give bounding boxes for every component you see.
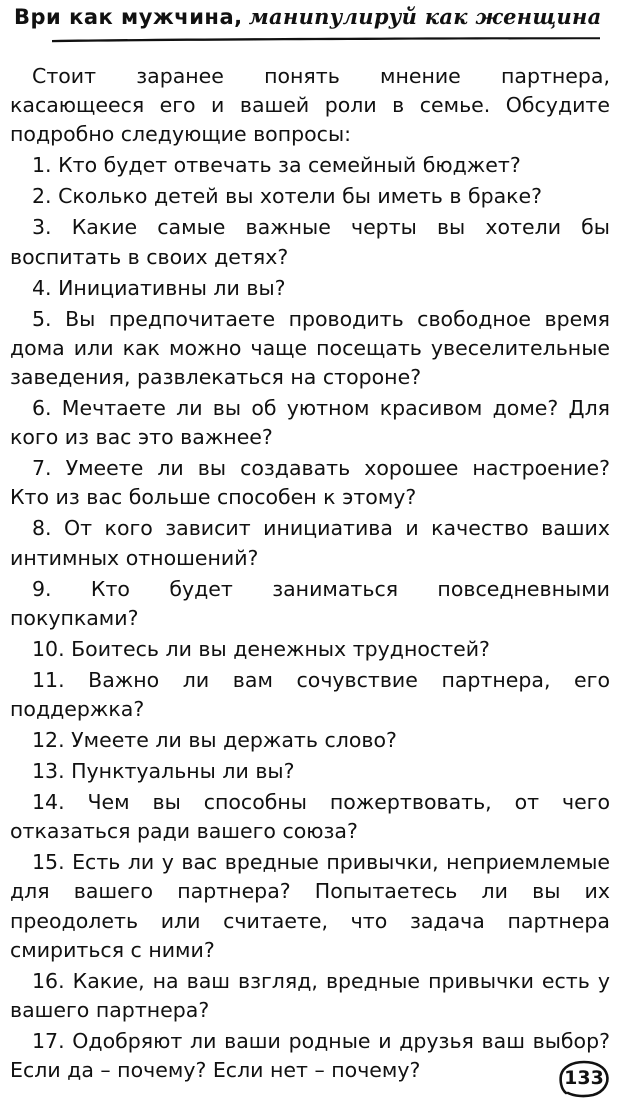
question-9: 9. Кто будет заниматься повседневными покупками? xyxy=(10,576,610,630)
question-14: 14. Чем вы способны пожертвовать, от чего отказаться ради вашего союза? xyxy=(10,790,610,844)
question-8: 8. От кого зависит инициатива и качество ваших интимных отношений? xyxy=(10,516,610,570)
intro-paragraph: Стоит заранее понять мнение партнера, касающееся его и вашей роли в семье. Обсудите подробно следующие вопросы: xyxy=(10,64,610,147)
question-16: 16. Какие, на ваш взгляд, вредные привычки есть у вашего партнера? xyxy=(10,968,610,1023)
question-6: 6. Мечтаете ли вы об уютном красивом доме? Для кого из вас это важнее? xyxy=(10,396,610,450)
title-separator: , xyxy=(234,5,243,29)
question-1: 1. Кто будет отвечать за семейный бюджет? xyxy=(32,153,521,178)
question-12: 12. Умеете ли вы держать слово? xyxy=(32,728,397,753)
book-title-part-2: манипулируй как женщина xyxy=(248,4,602,29)
question-17: 17. Одобряют ли ваши родные и друзья ваш выбор? Если да – почему? Если нет – почему? xyxy=(10,1029,610,1083)
book-title-part-1: Ври как мужчина xyxy=(14,5,235,29)
question-10: 10. Боитесь ли вы денежных трудностей? xyxy=(32,636,490,661)
question-4: 4. Инициативны ли вы? xyxy=(32,275,286,300)
header-rule xyxy=(50,34,602,44)
question-15: 15. Есть ли у вас вредные привычки, неприемлемые для вашего партнера? Попытаетесь ли вы их преодолеть или считаете, что задача партнера смириться с ними? xyxy=(10,850,610,962)
question-2: 2. Сколько детей вы хотели бы иметь в браке? xyxy=(32,184,543,209)
question-5: 5. Вы предпочитаете проводить свободное время дома или как можно чаще посещать увеселительные заведения, развлекаться на стороне? xyxy=(10,306,610,390)
page-body xyxy=(10,62,610,1087)
question-13: 13. Пунктуальны ли вы? xyxy=(32,759,295,784)
question-7: 7. Умеете ли вы создавать хорошее настроение? Кто из вас больше способен к этому? xyxy=(10,456,610,510)
running-header xyxy=(14,0,606,40)
page-number: 133 xyxy=(564,1067,604,1089)
question-3: 3. Какие самые важные черты вы хотели бы воспитать в своих детях? xyxy=(10,215,610,269)
running-title xyxy=(14,2,602,32)
question-11: 11. Важно ли вам сочувствие партнера, его поддержка? xyxy=(10,667,610,722)
page-number-badge xyxy=(558,1059,610,1099)
